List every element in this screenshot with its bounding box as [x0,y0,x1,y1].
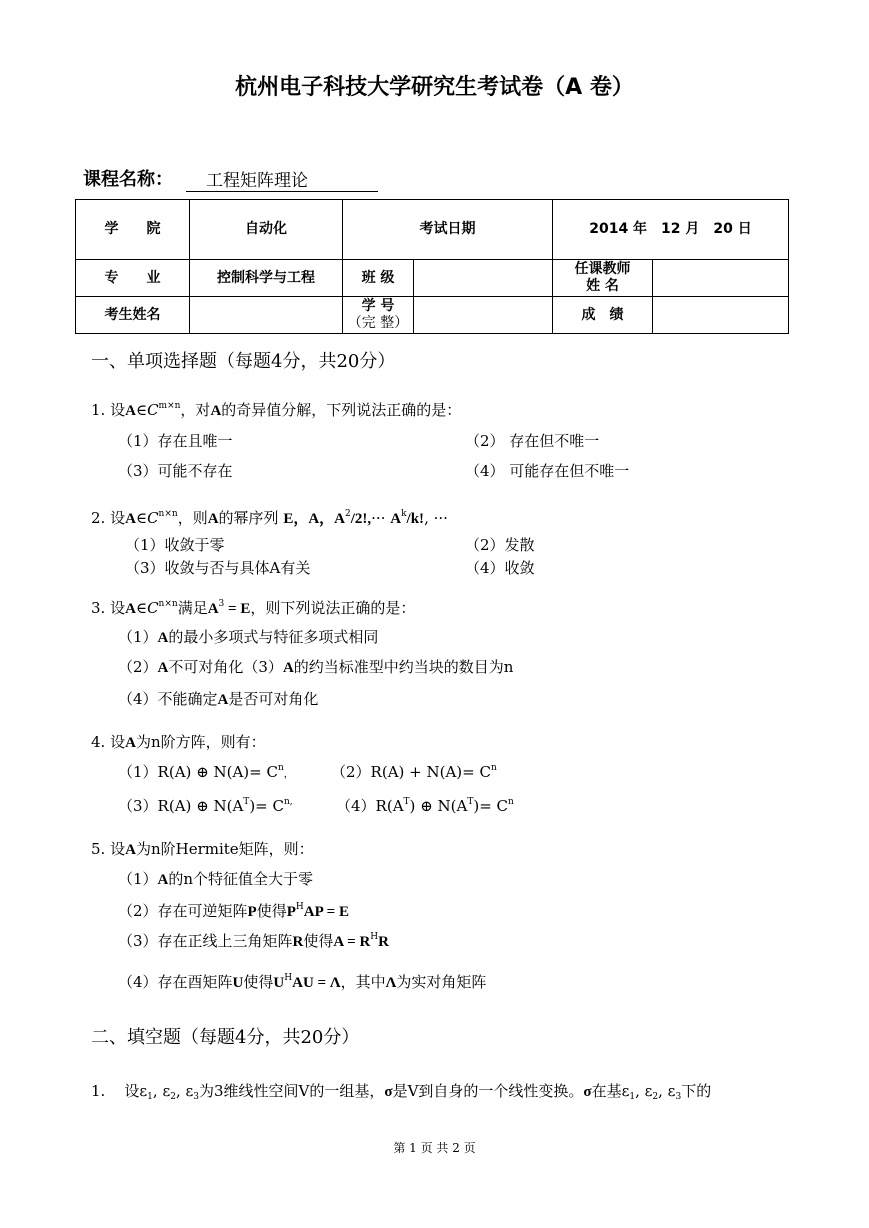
fill1-text4: 为3维线性空间V的一组基， [199,1082,385,1100]
teacher-name-value [653,260,789,297]
student-name-value [190,297,343,334]
q3-text3: ，则下列说法正确的是： [250,599,416,617]
fill1-number: 1. [91,1082,106,1100]
q4-matrix: A [125,735,136,751]
q5-o3-matrix: R [292,934,304,950]
q4-o4-text3: )= C [473,797,509,815]
fill1-text9: 下的 [681,1082,712,1100]
q4-o3-exp: T [243,797,250,807]
q5-matrix: A [125,842,136,858]
q3-space: C [147,599,159,617]
q4-o4-exp2: T [467,797,474,807]
q4-o2-exp: n [490,763,497,773]
q1-text3: 的奇异值分解，下列说法正确的是： [221,401,462,419]
q3-o2-matrix: A [157,660,169,676]
question-1 [91,399,461,420]
q5-option-2 [118,900,349,921]
question-2 [91,507,448,528]
q2-text2: ，则 [177,509,208,527]
question-5 [91,838,314,859]
fill1-sub1: 1 [147,1092,153,1102]
q2-option-4: （4）收敛 [465,559,535,577]
q5-o4-u: U [273,975,285,991]
q4-o4-exp3: n [508,797,514,807]
fill1-sub2: 2 [170,1092,176,1102]
teacher-label-line1: 任课教师 [574,261,631,277]
q4-text: 设 [110,733,126,751]
major-value: 控制科学与工程 [190,260,343,297]
score-label: 成 绩 [553,297,653,334]
major-label: 专 业 [76,260,190,297]
class-value [414,260,553,297]
q2-matrix2: A [207,511,219,527]
student-id-line1: 学 号 [361,298,395,314]
exam-info-table [75,199,789,334]
q4-o4-text2: ) ⊕ N(A [409,797,468,815]
q5-option-1 [118,868,313,889]
q5-o2-matrix: P [247,904,257,920]
q1-text2: ，对 [180,401,211,419]
q5-o1-num: （1） [118,870,158,888]
q2-dim: n×n [158,509,178,519]
q2-seq2: /2!, [350,511,372,527]
q1-option-3: （3）可能不存在 [118,462,233,480]
fill1-sub3: 3 [193,1092,199,1102]
q3-o2-num: （2） [118,658,158,676]
q2-seq3: A [390,511,402,527]
q5-o4-text3: ，其中 [340,973,386,991]
q2-expk: k [401,509,407,519]
q5-o3-r: R [378,934,389,950]
q2-in: ∈ [135,509,148,527]
q5-o3-text: （3）存在正线上三角矩阵 [118,932,293,950]
q5-o4-eq: AU = Λ [292,975,341,991]
q1-dim: m×n [158,401,181,411]
fill1-sigma2: σ [583,1084,592,1100]
q2-option-3: （3）收敛与否与具体A有关 [125,559,311,577]
q3-o4-text: （4）不能确定 [118,690,218,708]
q3-o1-text: 的最小多项式与特征多项式相同 [168,628,379,646]
q3-in: ∈ [135,599,148,617]
q4-o1-exp: n [277,763,284,773]
q5-number: 5. [91,840,106,858]
q3-matrix: A [125,601,136,617]
page-footer: 第 1 页 共 2 页 [393,1141,476,1155]
q3-o4-matrix: A [217,692,229,708]
q1-text: 设 [110,401,126,419]
q2-dots1: ··· [371,509,391,527]
q3-text: 设 [110,599,126,617]
q2-seq4: /k! [406,511,425,527]
q5-o4-matrix: U [232,975,244,991]
q3-o1-num: （1） [118,628,158,646]
q5-o4-lambda: Λ [385,975,397,991]
q1-option-1: （1）存在且唯一 [118,432,233,450]
q5-text2: 为n阶Hermite矩阵，则： [135,840,314,858]
q4-option-4 [336,795,514,816]
q5-o2-text: （2）存在可逆矩阵 [118,902,248,920]
student-name-label: 考生姓名 [76,297,190,334]
course-value: 工程矩阵理论 [186,166,378,192]
q4-o3-text: （3）R(A) ⊕ N(A [118,797,244,815]
q3-o2-text: 不可对角化（3） [168,658,283,676]
question-4 [91,731,266,752]
q5-option-4 [118,971,486,992]
q5-o4-text: （4）存在酉矩阵 [118,973,233,991]
q5-o2-p: P [286,904,296,920]
q3-o4-text2: 是否可对角化 [228,690,319,708]
q4-option-1 [118,761,294,782]
fill1-text8: , ε [658,1082,676,1100]
course-label: 课程名称： [83,169,173,190]
q1-in: ∈ [135,401,148,419]
q2-space: C [147,509,159,527]
fill1-sub5: 2 [652,1092,659,1102]
exam-date-value: 2014 年 12 月 20 日 [553,200,789,260]
q5-o1-matrix: A [157,872,169,888]
q3-dim: n×n [158,599,178,609]
q2-dots2: , ··· [424,509,448,527]
teacher-name-label [553,260,653,297]
fill1-text1: 设ε [124,1082,148,1100]
fill-question-1 [91,1080,711,1101]
q2-matrix: A [125,511,136,527]
class-label: 班 级 [343,260,414,297]
q2-text3: 的幂序列 [218,509,284,527]
q2-text: 设 [110,509,126,527]
fill1-text7: , ε [635,1082,653,1100]
q2-number: 2. [91,509,106,527]
q5-o4-text2: 使得 [243,973,274,991]
q4-o4-exp: T [403,797,410,807]
q3-o1-matrix: A [157,630,169,646]
q4-o1-tail: ， [283,769,294,780]
q2-option-1: （1）收敛于零 [125,536,225,554]
section2-title: 二、填空题（每题4分，共20分） [91,1027,360,1048]
q1-matrix: A [125,403,136,419]
q5-option-3 [118,930,389,951]
q4-o2-text: （2）R(A) + N(A)= C [331,763,491,781]
q3-number: 3. [91,599,106,617]
q4-option-2 [331,761,497,782]
q3-exp3: 3 [218,599,225,609]
q4-o3-exp2: n, [283,797,293,807]
q2-seq1: E，A，A [283,511,345,527]
fill1-text6: 在基ε [591,1082,630,1100]
q4-o3-text2: )= C [249,797,284,815]
q3-text2: 满足 [177,599,208,617]
q5-o2-text2: 使得 [256,902,287,920]
q2-exp2: 2 [345,509,351,519]
fill1-text5: 是V到自身的一个线性变换。 [392,1082,584,1100]
q5-o4-text4: 为实对角矩阵 [396,973,487,991]
q1-matrix2: A [210,403,222,419]
q1-number: 1. [91,401,106,419]
fill1-sub4: 1 [629,1092,636,1102]
teacher-label-line2: 姓 名 [586,278,619,294]
student-id-value [414,297,553,334]
fill1-sub6: 3 [675,1092,682,1102]
q3-option-1 [118,626,378,647]
q2-option-2: （2）发散 [465,536,535,554]
q4-text2: 为n阶方阵，则有： [135,733,266,751]
student-id-line2: （完 整） [347,315,409,331]
student-id-label [343,297,414,334]
q3-matrix3: A [207,601,219,617]
score-value [653,297,789,334]
q5-o3-text2: 使得 [303,932,334,950]
q1-option-4: （4） 可能存在但不唯一 [465,462,630,480]
q5-o4-exp: H [284,973,293,983]
q4-option-3 [118,795,293,816]
exam-date-label: 考试日期 [343,200,553,260]
college-label: 学 院 [76,200,190,260]
q3-o3-matrix: A [282,660,294,676]
exam-title: 杭州电子科技大学研究生考试卷（A 卷） [235,75,634,100]
fill1-text3: , ε [175,1082,194,1100]
q5-o2-eq: AP = E [303,904,349,920]
q1-option-2: （2） 存在但不唯一 [465,432,600,450]
q3-option-4 [118,688,318,709]
q3-option-2-3 [118,656,513,677]
q3-eq: = E [224,601,251,617]
college-value: 自动化 [190,200,343,260]
fill1-text2: , ε [152,1082,171,1100]
q5-o2-exp: H [295,902,304,912]
q1-space: C [147,401,159,419]
q5-o3-eq: A = R [333,934,371,950]
question-3 [91,597,415,618]
fill1-sigma: σ [384,1084,393,1100]
q4-number: 4. [91,733,106,751]
q5-o1-text: 的n个特征值全大于零 [168,870,314,888]
section1-title: 一、单项选择题（每题4分，共20分） [91,351,396,372]
q5-text: 设 [110,840,126,858]
q4-o4-text: （4）R(A [336,797,404,815]
q5-o3-exp: H [370,932,379,942]
q3-o3-text: 的约当标准型中约当块的数目为n [293,658,514,676]
q4-o1-text: （1）R(A) ⊕ N(A)= C [118,763,278,781]
